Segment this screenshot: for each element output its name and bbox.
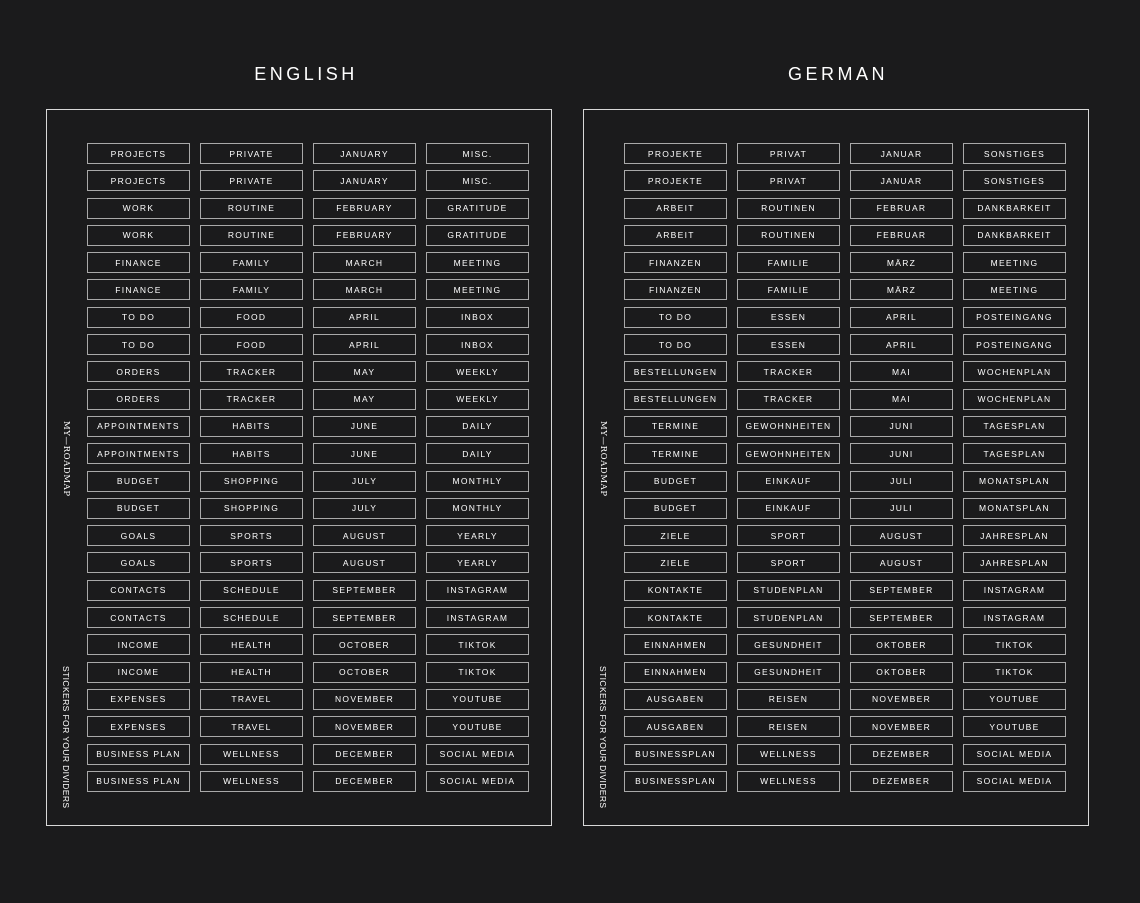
sticker-label: WEEKLY (426, 389, 529, 410)
sticker-label: INBOX (426, 307, 529, 328)
sticker-label: EXPENSES (87, 716, 190, 737)
sticker-label: WELLNESS (737, 771, 840, 792)
sticker-sheet-english (46, 109, 552, 826)
sticker-label: WOCHENPLAN (963, 389, 1066, 410)
sticker-label: MÄRZ (850, 252, 953, 273)
sticker-label: MONTHLY (426, 498, 529, 519)
sticker-label: MÄRZ (850, 279, 953, 300)
sticker-label: AUSGABEN (624, 689, 727, 710)
sticker-label: YEARLY (426, 552, 529, 573)
sticker-label: AUGUST (850, 525, 953, 546)
sticker-label: REISEN (737, 689, 840, 710)
sheet-title-english: ENGLISH (254, 64, 358, 84)
sticker-label: SCHEDULE (200, 607, 303, 628)
sticker-label: HEALTH (200, 662, 303, 683)
sticker-label: JULI (850, 498, 953, 519)
sticker-label: MAY (313, 389, 416, 410)
sticker-label: WELLNESS (200, 744, 303, 765)
sticker-label: PRIVAT (737, 170, 840, 191)
sticker-label: INSTAGRAM (426, 607, 529, 628)
sticker-label: FOOD (200, 334, 303, 355)
sticker-label: SOCIAL MEDIA (426, 744, 529, 765)
sticker-label: MAY (313, 361, 416, 382)
brand-logo: MY—ROADMAP (61, 421, 71, 497)
sticker-label: EXPENSES (87, 689, 190, 710)
sticker-label: BUDGET (624, 498, 727, 519)
sticker-label: AUGUST (850, 552, 953, 573)
sticker-label: FINANCE (87, 252, 190, 273)
sticker-label: NOVEMBER (850, 716, 953, 737)
sticker-label: SONSTIGES (963, 170, 1066, 191)
sticker-sheet-german (583, 109, 1089, 826)
sticker-label: APPOINTMENTS (87, 416, 190, 437)
sticker-label: ARBEIT (624, 225, 727, 246)
sticker-label: STUDENPLAN (737, 607, 840, 628)
sticker-label: MEETING (426, 252, 529, 273)
sticker-label: TIKTOK (963, 662, 1066, 683)
sticker-label: FEBRUAR (850, 198, 953, 219)
sticker-label: APRIL (313, 307, 416, 328)
sticker-label: TO DO (624, 334, 727, 355)
sticker-label: SEPTEMBER (850, 607, 953, 628)
sticker-label: FEBRUARY (313, 198, 416, 219)
sticker-label: NOVEMBER (850, 689, 953, 710)
sticker-label: MONATSPLAN (963, 498, 1066, 519)
sticker-label: SOCIAL MEDIA (963, 771, 1066, 792)
sticker-label: TRACKER (200, 361, 303, 382)
sticker-label: ESSEN (737, 307, 840, 328)
sticker-label: FINANCE (87, 279, 190, 300)
sticker-label: EINNAHMEN (624, 662, 727, 683)
sticker-label: PROJEKTE (624, 170, 727, 191)
sticker-label: JUNE (313, 443, 416, 464)
brand-logo: MY—ROADMAP (598, 421, 608, 497)
sticker-label: JUNI (850, 443, 953, 464)
sticker-label: TRACKER (737, 389, 840, 410)
sticker-label: JULI (850, 471, 953, 492)
sticker-label: EINKAUF (737, 471, 840, 492)
sticker-grid-english (87, 143, 529, 792)
sticker-label: WELLNESS (200, 771, 303, 792)
sticker-label: EINNAHMEN (624, 634, 727, 655)
sticker-label: PRIVATE (200, 170, 303, 191)
sticker-label: HABITS (200, 416, 303, 437)
sticker-label: JANUARY (313, 170, 416, 191)
sticker-label: INCOME (87, 634, 190, 655)
sticker-label: ZIELE (624, 525, 727, 546)
sticker-label: ROUTINEN (737, 225, 840, 246)
sticker-label: TRACKER (737, 361, 840, 382)
sticker-label: WELLNESS (737, 744, 840, 765)
sticker-label: MEETING (963, 252, 1066, 273)
sticker-label: AUSGABEN (624, 716, 727, 737)
sticker-label: OKTOBER (850, 634, 953, 655)
sticker-label: APRIL (850, 334, 953, 355)
sticker-label: SOCIAL MEDIA (963, 744, 1066, 765)
sticker-label: MAI (850, 389, 953, 410)
sticker-label: FAMILY (200, 252, 303, 273)
sticker-label: ZIELE (624, 552, 727, 573)
sticker-label: BESTELLUNGEN (624, 389, 727, 410)
sticker-label: WORK (87, 198, 190, 219)
sticker-label: MARCH (313, 279, 416, 300)
sticker-label: NOVEMBER (313, 716, 416, 737)
sticker-label: PRIVAT (737, 143, 840, 164)
sticker-label: JANUAR (850, 143, 953, 164)
sticker-label: BUSINESSPLAN (624, 744, 727, 765)
sticker-label: GOALS (87, 552, 190, 573)
sticker-label: SONSTIGES (963, 143, 1066, 164)
sticker-label: FINANZEN (624, 252, 727, 273)
sticker-label: GRATITUDE (426, 198, 529, 219)
sticker-label: JANUAR (850, 170, 953, 191)
sticker-label: CONTACTS (87, 580, 190, 601)
sticker-label: PROJECTS (87, 170, 190, 191)
sticker-label: MONATSPLAN (963, 471, 1066, 492)
sticker-label: INSTAGRAM (963, 580, 1066, 601)
sticker-label: GESUNDHEIT (737, 662, 840, 683)
sticker-label: MISC. (426, 170, 529, 191)
sticker-label: POSTEINGANG (963, 307, 1066, 328)
sticker-label: TERMINE (624, 443, 727, 464)
sticker-label: JUNI (850, 416, 953, 437)
sticker-label: AUGUST (313, 552, 416, 573)
sticker-label: DECEMBER (313, 771, 416, 792)
sticker-label: BUSINESSPLAN (624, 771, 727, 792)
sticker-label: PROJECTS (87, 143, 190, 164)
sticker-label: FEBRUARY (313, 225, 416, 246)
sticker-label: TAGESPLAN (963, 416, 1066, 437)
sticker-label: SPORTS (200, 552, 303, 573)
sticker-label: GEWOHNHEITEN (737, 443, 840, 464)
sticker-label: SPORT (737, 552, 840, 573)
sticker-label: MEETING (426, 279, 529, 300)
sticker-label: NOVEMBER (313, 689, 416, 710)
sticker-label: GEWOHNHEITEN (737, 416, 840, 437)
sticker-label: YOUTUBE (426, 689, 529, 710)
sticker-label: OCTOBER (313, 662, 416, 683)
sticker-label: TRAVEL (200, 689, 303, 710)
sticker-label: SCHEDULE (200, 580, 303, 601)
sticker-label: DEZEMBER (850, 771, 953, 792)
sticker-label: TIKTOK (426, 662, 529, 683)
sticker-label: BUDGET (87, 498, 190, 519)
sticker-label: PRIVATE (200, 143, 303, 164)
sticker-label: TO DO (624, 307, 727, 328)
sticker-label: SEPTEMBER (313, 607, 416, 628)
sticker-label: BUDGET (624, 471, 727, 492)
sticker-label: GOALS (87, 525, 190, 546)
sticker-label: MARCH (313, 252, 416, 273)
sticker-label: YOUTUBE (426, 716, 529, 737)
sticker-label: ROUTINE (200, 225, 303, 246)
sticker-label: POSTEINGANG (963, 334, 1066, 355)
sticker-label: MEETING (963, 279, 1066, 300)
sticker-label: APPOINTMENTS (87, 443, 190, 464)
sticker-label: FAMILIE (737, 252, 840, 273)
sticker-label: YEARLY (426, 525, 529, 546)
sticker-label: YOUTUBE (963, 689, 1066, 710)
sticker-label: HEALTH (200, 634, 303, 655)
sticker-label: JANUARY (313, 143, 416, 164)
sticker-label: BUSINESS PLAN (87, 744, 190, 765)
sticker-label: TIKTOK (426, 634, 529, 655)
sticker-label: BUDGET (87, 471, 190, 492)
sticker-label: WORK (87, 225, 190, 246)
sticker-label: GRATITUDE (426, 225, 529, 246)
sticker-label: INSTAGRAM (426, 580, 529, 601)
sticker-label: TAGESPLAN (963, 443, 1066, 464)
sticker-label: MONTHLY (426, 471, 529, 492)
sticker-label: FAMILY (200, 279, 303, 300)
sticker-label: MAI (850, 361, 953, 382)
sticker-label: DAILY (426, 443, 529, 464)
sticker-label: DEZEMBER (850, 744, 953, 765)
sticker-label: EINKAUF (737, 498, 840, 519)
sticker-label: WEEKLY (426, 361, 529, 382)
sticker-label: KONTAKTE (624, 580, 727, 601)
sticker-label: MISC. (426, 143, 529, 164)
sticker-label: SEPTEMBER (313, 580, 416, 601)
sticker-label: HABITS (200, 443, 303, 464)
sticker-label: STUDENPLAN (737, 580, 840, 601)
sticker-label: DANKBARKEIT (963, 198, 1066, 219)
sticker-label: TERMINE (624, 416, 727, 437)
sticker-label: BUSINESS PLAN (87, 771, 190, 792)
sticker-label: TO DO (87, 334, 190, 355)
sticker-label: JAHRESPLAN (963, 525, 1066, 546)
sticker-label: TO DO (87, 307, 190, 328)
sticker-label: JULY (313, 498, 416, 519)
sticker-label: PROJEKTE (624, 143, 727, 164)
sticker-label: INSTAGRAM (963, 607, 1066, 628)
sticker-label: SHOPPING (200, 471, 303, 492)
sticker-label: FAMILIE (737, 279, 840, 300)
sticker-label: TIKTOK (963, 634, 1066, 655)
sticker-label: WOCHENPLAN (963, 361, 1066, 382)
sticker-label: JUNE (313, 416, 416, 437)
sticker-label: BESTELLUNGEN (624, 361, 727, 382)
sticker-label: ARBEIT (624, 198, 727, 219)
sticker-label: OCTOBER (313, 634, 416, 655)
sticker-label: ORDERS (87, 361, 190, 382)
sheet-title-german: GERMAN (787, 64, 888, 84)
sticker-label: JULY (313, 471, 416, 492)
sticker-label: TRAVEL (200, 716, 303, 737)
sticker-label: DAILY (426, 416, 529, 437)
sticker-label: FEBRUAR (850, 225, 953, 246)
sticker-label: JAHRESPLAN (963, 552, 1066, 573)
sticker-label: REISEN (737, 716, 840, 737)
sticker-label: APRIL (313, 334, 416, 355)
sticker-label: APRIL (850, 307, 953, 328)
sticker-label: SOCIAL MEDIA (426, 771, 529, 792)
sticker-grid-german (624, 143, 1066, 792)
sticker-label: ORDERS (87, 389, 190, 410)
sticker-label: DANKBARKEIT (963, 225, 1066, 246)
sticker-label: TRACKER (200, 389, 303, 410)
sticker-label: AUGUST (313, 525, 416, 546)
tagline: STICKERS FOR YOUR DIVIDERS (61, 666, 71, 809)
sticker-label: FINANZEN (624, 279, 727, 300)
sticker-label: SEPTEMBER (850, 580, 953, 601)
sticker-label: SPORTS (200, 525, 303, 546)
sticker-label: DECEMBER (313, 744, 416, 765)
tagline: STICKERS FOR YOUR DIVIDERS (598, 666, 608, 809)
sticker-label: INCOME (87, 662, 190, 683)
sticker-label: ESSEN (737, 334, 840, 355)
sticker-label: SPORT (737, 525, 840, 546)
sticker-label: KONTAKTE (624, 607, 727, 628)
sticker-label: SHOPPING (200, 498, 303, 519)
sticker-label: YOUTUBE (963, 716, 1066, 737)
sticker-label: GESUNDHEIT (737, 634, 840, 655)
sticker-label: INBOX (426, 334, 529, 355)
sticker-label: FOOD (200, 307, 303, 328)
sticker-label: CONTACTS (87, 607, 190, 628)
sticker-label: ROUTINE (200, 198, 303, 219)
sticker-label: ROUTINEN (737, 198, 840, 219)
sticker-label: OKTOBER (850, 662, 953, 683)
